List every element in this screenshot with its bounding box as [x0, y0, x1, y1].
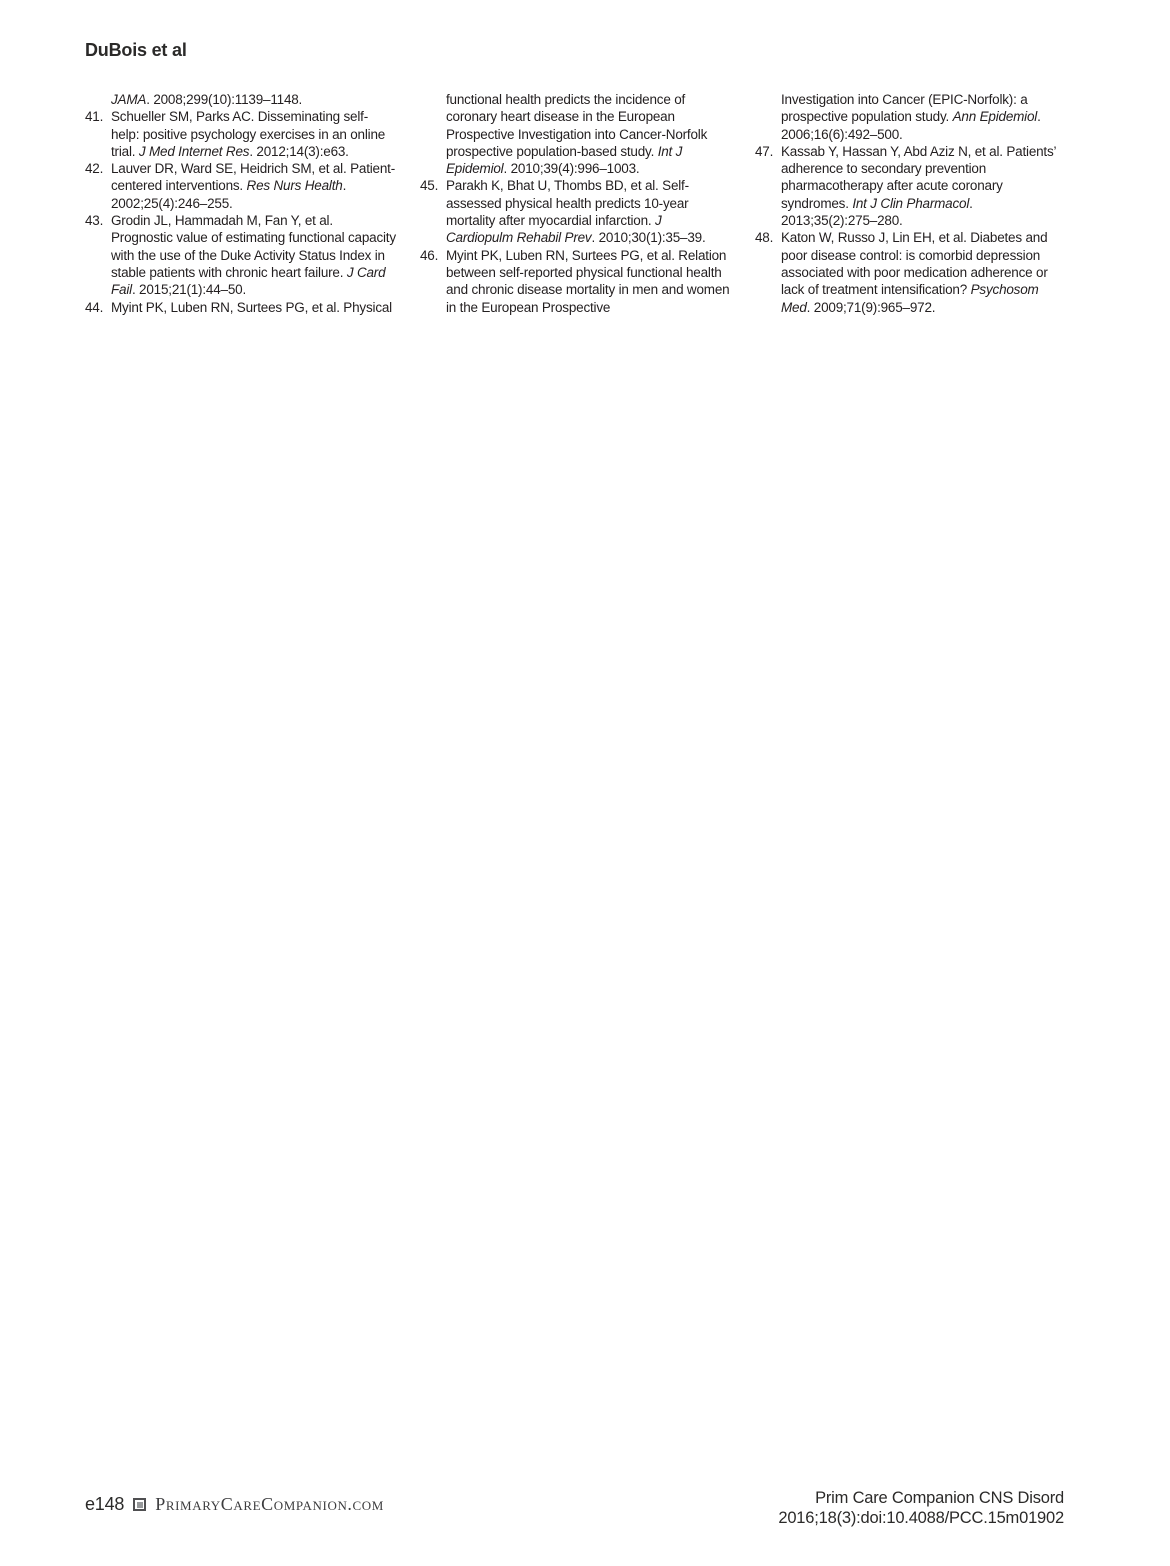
reference-text: JAMA. 2008;299(10):1139–1148.	[111, 92, 303, 107]
reference-text: Schueller SM, Parks AC. Disseminating self-help: positive psychology exercises in an online trial. J Med Internet Res. 2012;14(3):e63.	[111, 109, 386, 159]
ref-column-1	[85, 91, 396, 316]
reference-item	[755, 143, 1066, 229]
reference-item	[420, 247, 731, 316]
reference-text: Myint PK, Luben RN, Surtees PG, et al. Relation between self-reported physical functional health and chronic disease mortality in men and women in the European Prospective	[446, 247, 730, 315]
journal-citation-doi: 2016;18(3):doi:10.4088/PCC.15m01902	[778, 1509, 1064, 1527]
reference-item	[755, 229, 1066, 315]
reference-number: 45.	[420, 178, 439, 194]
reference-text: Kassab Y, Hassan Y, Abd Aziz N, et al. Patients’ adherence to secondary prevention pharmacotherapy after acute coronary syndromes. Int J Clin Pharmacol. 2013;35(2):275–280.	[781, 143, 1056, 229]
journal-website: PrimaryCareCompanion.com	[155, 1494, 384, 1514]
reference-item	[85, 299, 396, 316]
reference-item	[85, 160, 396, 212]
references-section	[85, 91, 1065, 316]
reference-continuation	[420, 91, 731, 177]
footer-left	[85, 1494, 384, 1515]
reference-text: Investigation into Cancer (EPIC-Norfolk): a prospective population study. Ann Epidemiol. 2006;16(6):492–500.	[781, 92, 1041, 142]
reference-number: 44.	[85, 299, 104, 315]
reference-text: Grodin JL, Hammadah M, Fan Y, et al. Prognostic value of estimating functional capacity with the use of the Duke Activity Status Index in stable patients with chronic heart failure. J Card Fail. 2015;21(1):44–50.	[111, 213, 396, 298]
reference-continuation	[85, 91, 396, 108]
reference-number: 48.	[755, 230, 774, 246]
reference-number: 46.	[420, 247, 439, 263]
journal-citation-name: Prim Care Companion CNS Disord	[815, 1489, 1064, 1507]
reference-text: Katon W, Russo J, Lin EH, et al. Diabetes and poor disease control: is comorbid depression associated with poor medication adherence or lack of treatment intensification? Psychosom Med. 2009;71(9):965–972.	[781, 230, 1048, 315]
reference-number: 42.	[85, 161, 104, 177]
reference-text: Lauver DR, Ward SE, Heidrich SM, et al. Patient-centered interventions. Res Nurs Health. 2002;25(4):246–255.	[111, 161, 396, 211]
framed-square-icon	[133, 1498, 146, 1511]
page-number: e148	[85, 1494, 125, 1514]
reference-item	[85, 212, 396, 298]
reference-text: Parakh K, Bhat U, Thombs BD, et al. Self-assessed physical health predicts 10-year mortality after myocardial infarction. J Cardiopulm Rehabil Prev. 2010;30(1):35–39.	[446, 178, 706, 246]
reference-continuation	[755, 91, 1066, 143]
running-head-author: DuBois et al	[85, 40, 187, 60]
footer-right	[778, 1488, 1064, 1528]
reference-item	[85, 108, 396, 160]
reference-number: 43.	[85, 213, 104, 229]
reference-number: 41.	[85, 109, 104, 125]
reference-number: 47.	[755, 143, 774, 159]
reference-text: Myint PK, Luben RN, Surtees PG, et al. Physical	[111, 299, 392, 315]
ref-column-2	[420, 91, 731, 316]
reference-text: functional health predicts the incidence of coronary heart disease in the European Prospective Investigation into Cancer-Norfolk prospective population-based study. Int J Epidemiol. 2010;39(4):996–1003.	[446, 92, 708, 177]
ref-column-3	[755, 91, 1066, 316]
reference-item	[420, 177, 731, 246]
